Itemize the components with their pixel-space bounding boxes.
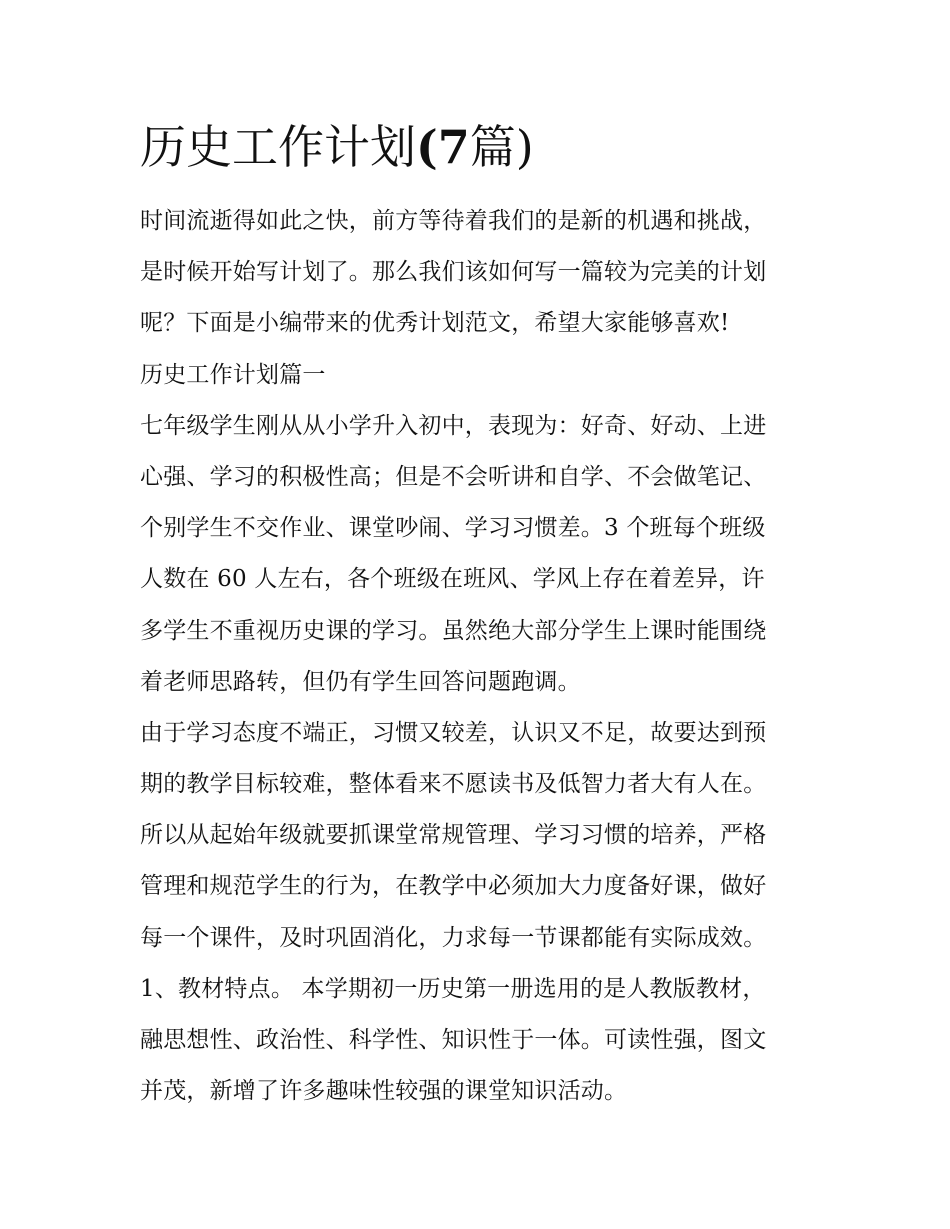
body-line: 呢？下面是小编带来的优秀计划范文，希望大家能够喜欢! <box>140 310 730 337</box>
document-title <box>140 116 534 178</box>
title-suffix: 篇) <box>469 120 534 174</box>
body-line: 是时候开始写计划了。那么我们该如何写一篇较为完美的计划 <box>140 259 767 286</box>
body-line: 由于学习态度不端正，习惯又较差，认识又不足，故要达到预 <box>140 719 767 746</box>
body-line: 人数在 60 人左右，各个班级在班风、学风上存在着差异，许 <box>140 566 765 593</box>
body-line: 并茂，新增了许多趣味性较强的课堂知识活动。 <box>140 1078 628 1105</box>
body-line: 着老师思路转，但仍有学生回答问题跑调。 <box>140 668 581 695</box>
body-line: 管理和规范学生的行为，在教学中必须加大力度备好课，做好 <box>140 873 767 900</box>
section-heading: 历史工作计划篇一 <box>140 361 326 388</box>
title-count: (7 <box>416 120 470 174</box>
body-line: 心强、学习的积极性高；但是不会听讲和自学、不会做笔记、 <box>140 463 767 490</box>
body-line: 每一个课件，及时巩固消化，力求每一节课都能有实际成效。 <box>140 924 767 951</box>
body-line: 多学生不重视历史课的学习。虽然绝大部分学生上课时能围绕 <box>140 617 767 644</box>
body-line: 七年级学生刚从从小学升入初中，表现为：好奇、好动、上进 <box>140 412 767 439</box>
body-line: 个别学生不交作业、课堂吵闹、学习习惯差。3 个班每个班级 <box>140 515 766 542</box>
body-line: 时间流逝得如此之快，前方等待着我们的是新的机遇和挑战， <box>140 208 767 234</box>
body-line: 1、教材特点。 本学期初一历史第一册选用的是人教版教材， <box>140 975 766 1002</box>
title-main: 历史工作计划 <box>140 120 416 174</box>
document-body <box>140 196 820 1117</box>
body-line: 融思想性、政治性、科学性、知识性于一体。可读性强，图文 <box>140 1027 767 1053</box>
body-line: 所以从起始年级就要抓课堂常规管理、学习习惯的培养，严格 <box>140 822 767 849</box>
body-line: 期的教学目标较难，整体看来不愿读书及低智力者大有人在。 <box>140 771 767 798</box>
